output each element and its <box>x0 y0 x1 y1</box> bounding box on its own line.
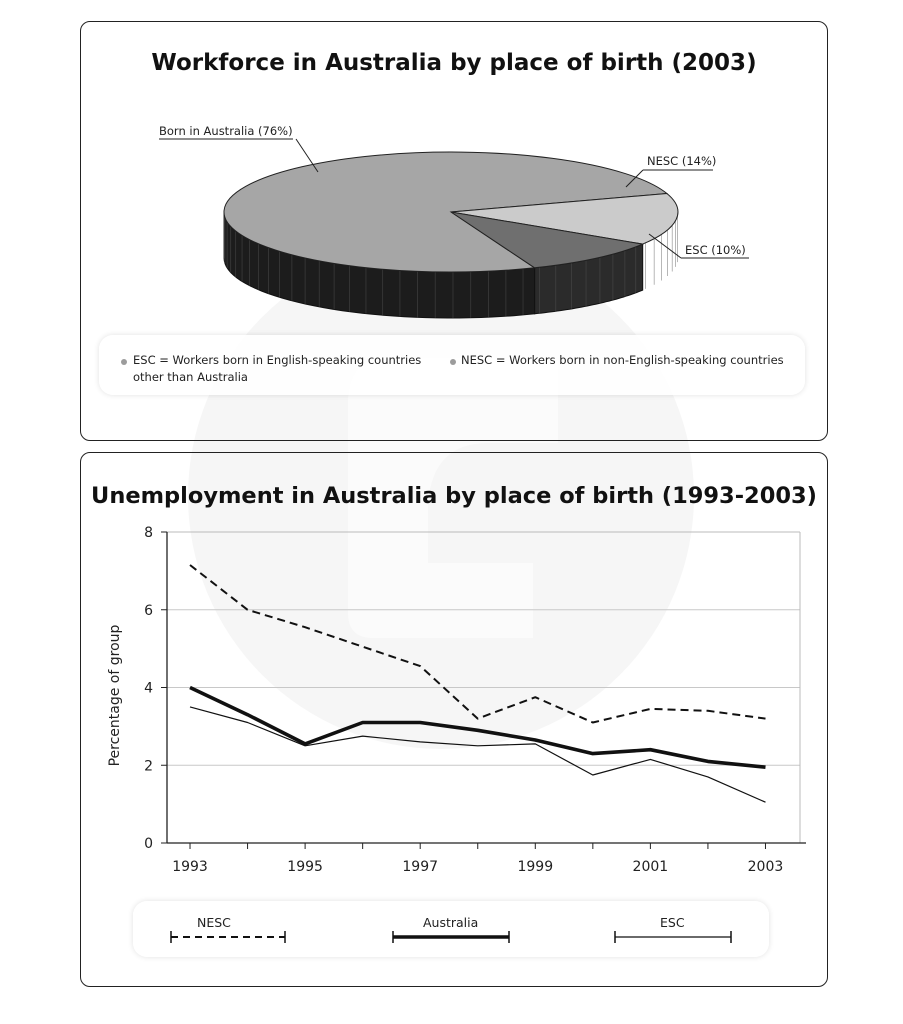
x-tick-label-2003: 2003 <box>747 859 784 875</box>
line-chart-title: Unemployment in Australia by place of birth (1993-2003) <box>91 483 817 509</box>
y-tick-label-4: 4 <box>144 680 153 697</box>
pie-label-esc: ESC (10%) <box>685 243 746 257</box>
y-tick-label-2: 2 <box>144 758 153 775</box>
pie-chart-panel <box>80 21 828 441</box>
pie-label-australia: Born in Australia (76%) <box>159 124 293 138</box>
pie-chart-title: Workforce in Australia by place of birth (2003) <box>151 50 757 76</box>
x-tick-label-1997: 1997 <box>402 859 439 875</box>
line-legend-svg <box>133 901 769 957</box>
nesc-legend-line1: NESC = Workers born in non-English-speaking countries <box>461 353 784 367</box>
esc-legend-text <box>133 352 421 386</box>
legend-esc-swatch <box>615 931 731 943</box>
y-axis-label: Percentage of group <box>107 624 123 767</box>
esc-legend-line1: ESC = Workers born in English-speaking countries <box>133 353 422 367</box>
legend-australia-label: Australia <box>423 915 479 930</box>
line-legend <box>133 901 769 957</box>
y-tick-label-0: 0 <box>144 836 153 852</box>
y-tick-label-6: 6 <box>144 602 153 619</box>
nesc-legend-dot <box>450 359 456 365</box>
legend-esc-label: ESC <box>660 915 685 930</box>
nesc-legend-text <box>461 352 784 369</box>
x-tick-label-1999: 1999 <box>517 859 554 875</box>
esc-legend-line2: other than Australia <box>133 370 248 384</box>
legend-australia-swatch <box>393 931 509 943</box>
pie-label-esc-leader <box>649 234 681 258</box>
x-tick-label-1995: 1995 <box>287 859 323 875</box>
x-tick-label-1993: 1993 <box>172 859 208 875</box>
series-line-nesc <box>190 565 766 723</box>
series-line-australia <box>190 688 766 768</box>
x-tick-label-2001: 2001 <box>632 859 669 875</box>
line-chart-panel <box>80 452 828 987</box>
legend-nesc-swatch <box>171 931 285 943</box>
y-tick-label-8: 8 <box>144 525 153 541</box>
legend-nesc-label: NESC <box>197 915 231 930</box>
pie-label-nesc: NESC (14%) <box>647 154 717 168</box>
pie-legend <box>99 335 805 395</box>
esc-legend-dot <box>121 359 127 365</box>
